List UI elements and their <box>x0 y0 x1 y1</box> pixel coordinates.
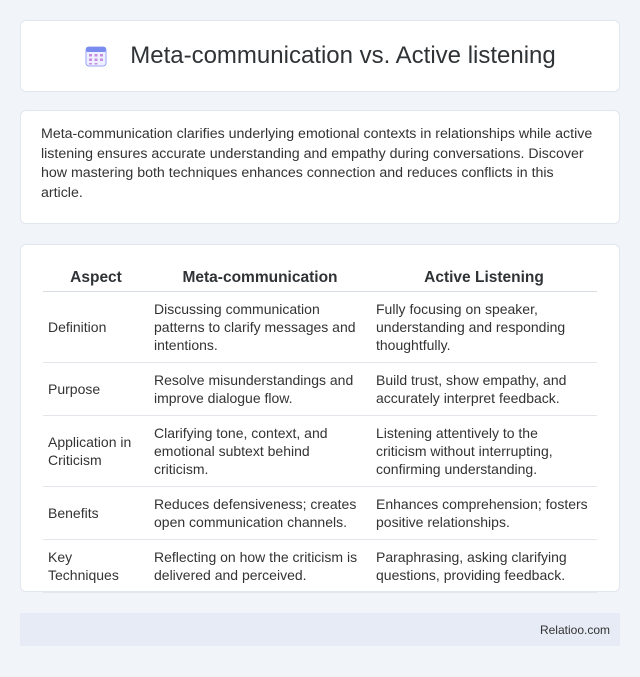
column-header-meta-communication: Meta-communication <box>149 265 371 292</box>
cell-aspect: Key Techniques <box>43 540 149 593</box>
page-title: Meta-communication vs. Active listening <box>130 42 556 69</box>
cell-meta-communication: Resolve misunderstandings and improve dialogue flow. <box>149 363 371 416</box>
column-header-aspect: Aspect <box>43 265 149 292</box>
title-card <box>20 20 620 92</box>
cell-aspect: Benefits <box>43 487 149 540</box>
cell-aspect: Purpose <box>43 363 149 416</box>
intro-card <box>20 110 620 224</box>
table-header-row <box>43 265 597 292</box>
cell-meta-communication: Discussing communication patterns to clarify messages and intentions. <box>149 292 371 363</box>
footer <box>20 613 620 646</box>
footer-brand: Relatioo.com <box>539 622 610 637</box>
column-header-active-listening: Active Listening <box>371 265 597 292</box>
cell-active-listening: Fully focusing on speaker, understanding and responding thoughtfully. <box>371 292 597 363</box>
cell-active-listening: Listening attentively to the criticism without interrupting, confirming understanding. <box>371 416 597 487</box>
cell-active-listening: Enhances comprehension; fosters positive relationships. <box>371 487 597 540</box>
comparison-card <box>20 244 620 592</box>
table-row <box>43 416 597 487</box>
cell-meta-communication: Clarifying tone, context, and emotional subtext behind criticism. <box>149 416 371 487</box>
cell-active-listening: Build trust, show empathy, and accurately interpret feedback. <box>371 363 597 416</box>
table-row <box>43 540 597 593</box>
comparison-table <box>43 265 597 593</box>
intro-text: Meta-communication clarifies underlying emotional contexts in relationships while active listening ensures accurate understanding and empathy during conversations. Discover how mastering both techniques enhances connection and reduces conflicts in this article. <box>41 126 593 201</box>
cell-aspect: Definition <box>43 292 149 363</box>
cell-active-listening: Paraphrasing, asking clarifying questions, providing feedback. <box>371 540 597 593</box>
table-row <box>43 292 597 363</box>
calendar-icon <box>84 44 108 68</box>
cell-meta-communication: Reduces defensiveness; creates open communication channels. <box>149 487 371 540</box>
cell-aspect: Application in Criticism <box>43 416 149 487</box>
table-row <box>43 487 597 540</box>
table-row <box>43 363 597 416</box>
cell-meta-communication: Reflecting on how the criticism is delivered and perceived. <box>149 540 371 593</box>
